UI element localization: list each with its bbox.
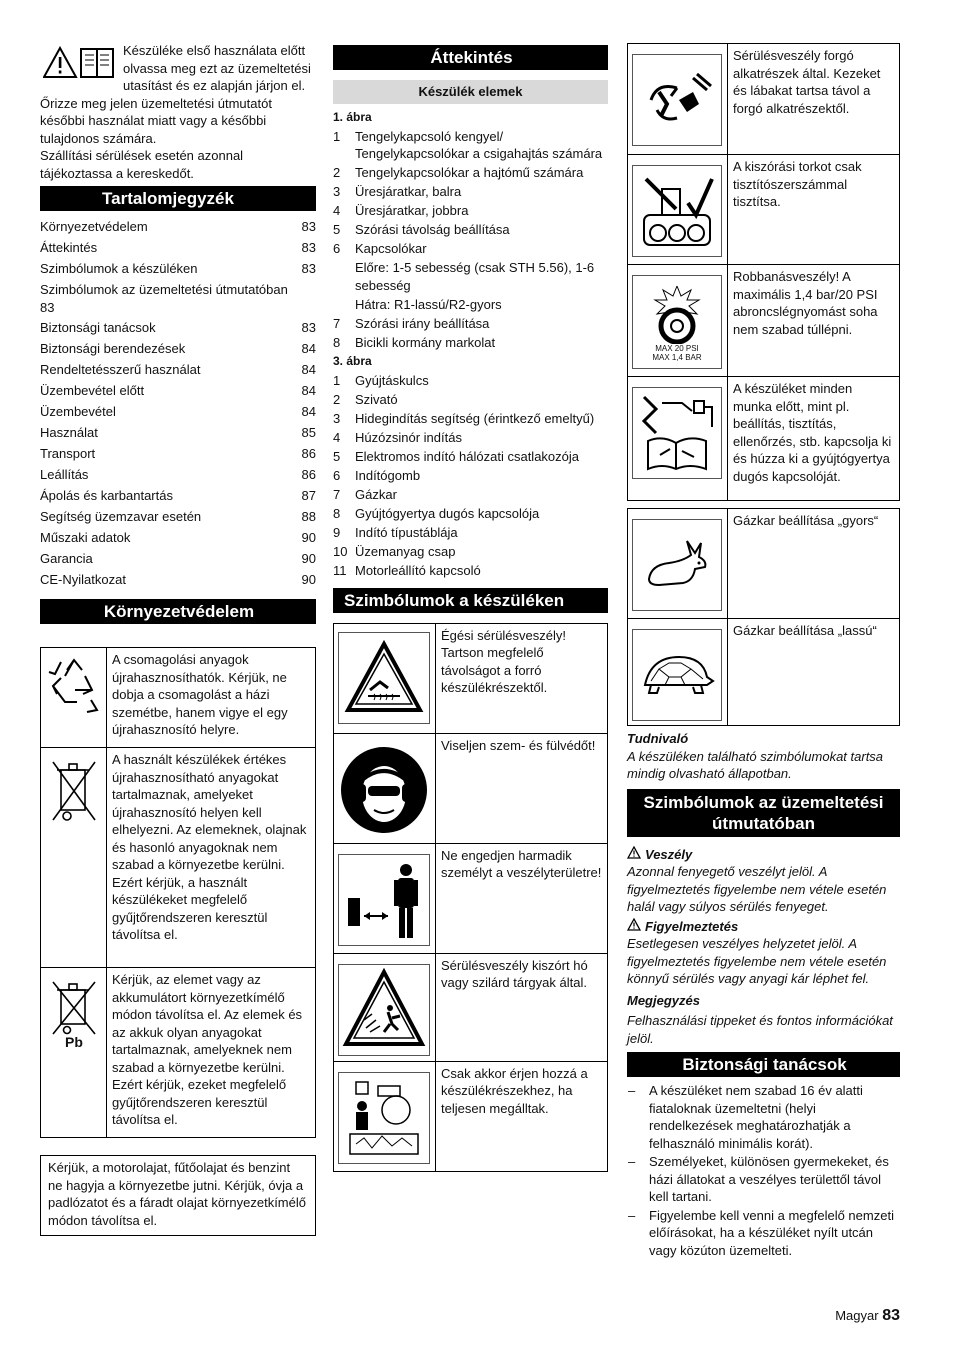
column-right (627, 43, 900, 1260)
list-item-text: Gyújtógyertya dugós kapcsolója (355, 506, 540, 521)
warning-book-icon (43, 46, 117, 80)
list-item-text: Tengelykapcsolókar a hajtómű számára (355, 165, 584, 180)
symbol-row (628, 44, 900, 155)
toc-item-label: Szimbólumok a készüléken (40, 261, 198, 276)
list-item-number: 6 (333, 468, 341, 483)
oil-note-text: Kérjük, a motorolajat, fűtőolajat és benzint ne hagyja a környezetbe jutni. Kérjük, óvja a padlózatot és a fáradt olajat környezetkímélő módon távolítsa el. (48, 1160, 306, 1228)
list-item (333, 202, 608, 220)
toc-item (40, 526, 316, 547)
env-row (41, 648, 316, 748)
list-item (333, 315, 608, 333)
env-table (40, 647, 316, 1138)
list-item-text: Szórási távolság beállítása (355, 222, 510, 237)
list-item-number: 7 (333, 487, 341, 502)
symbol-text: Csak akkor érjen hozzá a készülékrészekhez, ha teljesen megálltak. (436, 1061, 608, 1171)
toc-item (40, 547, 316, 568)
fig1-list (333, 128, 608, 352)
list-item-number: 4 (333, 203, 341, 218)
list-item (333, 334, 608, 352)
hot-surface-warning-icon (338, 632, 430, 724)
tire-pressure-psi-label: MAX 20 PSI (655, 344, 699, 353)
flying-objects-warning-icon (338, 964, 430, 1056)
note-title: Tudnivaló (627, 731, 689, 746)
list-item-number: 2 (333, 165, 341, 180)
toc-item-label: Garancia (40, 551, 93, 566)
list-item-number: 9 (333, 525, 341, 540)
toc-item-label: Üzembevétel (40, 404, 116, 419)
toc-item-label: Üzembevétel előtt (40, 383, 145, 398)
list-item-number: 6 (333, 241, 341, 256)
oil-note-box (40, 1155, 316, 1236)
column-left (40, 42, 316, 1236)
fig1-label: 1. ábra (333, 109, 372, 124)
list-item-text: Üzemanyag csap (355, 544, 456, 559)
list-item-text: Gyújtáskulcs (355, 373, 429, 388)
symbol-text: Sérülésveszély kiszórt hó vagy szilárd tárgyak által. (436, 953, 608, 1061)
list-item-text: Motorleállító kapcsoló (355, 563, 481, 578)
keep-distance-person-icon (338, 854, 430, 946)
list-item-number: 7 (333, 315, 341, 331)
remark-text: Felhasználási tippeket és fontos információkat jelöl. (627, 1013, 893, 1046)
note-text: A készüléken található szimbólumokat tartsa mindig olvasható állapotban. (627, 748, 884, 781)
device-symbols-table (333, 623, 608, 1172)
tire-pressure-icon (632, 275, 722, 369)
throttle-symbols-table (627, 508, 900, 726)
list-item-text: Elektromos indító hálózati csatlakozója (355, 449, 580, 464)
symbol-text: Ne engedjen harmadik személyt a veszélyterületre! (436, 843, 608, 953)
list-item-text: Indító típustáblája (355, 525, 458, 540)
list-item-text: Üresjáratkar, jobbra (355, 203, 469, 218)
toc-item-label: Transport (40, 446, 96, 461)
page-footer (835, 1307, 900, 1325)
list-item (333, 429, 608, 447)
toc-item-page: 84 (301, 404, 316, 419)
symbol-row (334, 843, 608, 953)
list-item-text: Húzózsinór indítás (355, 430, 462, 445)
toc-item-page: 84 (301, 362, 316, 377)
symbol-row (334, 623, 608, 733)
manual-symbols-heading: Szimbólumok az üzemeltetési útmutatóban (627, 789, 900, 837)
list-item-number: 3 (333, 184, 341, 199)
list-item (333, 467, 608, 485)
list-item (333, 221, 608, 239)
list-item-text: Szivató (355, 392, 398, 407)
device-symbols-heading: Szimbólumok a készüléken (333, 588, 608, 613)
safety-item (627, 1082, 900, 1152)
toc-item-label: Szimbólumok az üzemeltetési útmutatóban 83 (40, 282, 288, 315)
list-item-number: 5 (333, 222, 341, 237)
safety-item (627, 1153, 900, 1206)
symbol-text: Gázkar beállítása „gyors“ (728, 509, 900, 619)
footer-page-number: 83 (882, 1307, 900, 1324)
toc-item-page: 86 (301, 467, 316, 482)
list-item-number: 5 (333, 449, 341, 464)
list-item-number (333, 296, 355, 314)
toc-item-label: Ápolás és karbantartás (40, 488, 173, 503)
list-item-number: 11 (333, 563, 347, 578)
rotating-parts-hazard-icon (632, 54, 722, 146)
remark-title: Megjegyzés (627, 992, 700, 1008)
toc-item-label: Biztonsági tanácsok (40, 320, 156, 335)
symbol-row (628, 509, 900, 619)
turtle-slow-icon (632, 629, 722, 721)
list-item-text: Hidegindítás segítség (érintkező emeltyű) (355, 411, 595, 426)
toc-item-page: 83 (301, 261, 316, 276)
toc-item-label: CE-Nyilatkozat (40, 572, 126, 587)
symbol-text: Gázkar beállítása „lassú“ (728, 619, 900, 726)
warning-text: Esetlegesen veszélyes helyzetet jelöl. A figyelmeztetés figyelembe nem vétele esetén könnyű sérülés vagy anyagi kár léphet fel. (627, 936, 887, 986)
toc-item-label: Környezetvédelem (40, 219, 148, 234)
list-item-number (333, 259, 355, 294)
toc-list (40, 215, 316, 589)
toc-item-label: Biztonsági berendezések (40, 341, 186, 356)
toc-item-page: 86 (301, 446, 316, 461)
safety-item-text: Személyeket, különösen gyermekeket, és házi állatokat a veszélyes területtől távol kell tartani. (649, 1154, 889, 1204)
toc-item-label: Leállítás (40, 467, 89, 482)
toc-item-label: Áttekintés (40, 240, 98, 255)
right-symbols-table (627, 43, 900, 501)
toc-item-page: 90 (301, 551, 316, 566)
symbol-text: Égési sérülésveszély! Tartson megfelelő távolságot a forró készülékrészektől. (436, 623, 608, 733)
list-item-text: Hátra: R1-lassú/R2-gyors (355, 296, 502, 312)
toc-item (40, 463, 316, 484)
list-item (333, 164, 608, 182)
toc-item (40, 215, 316, 236)
bullet-dash: – (628, 1207, 636, 1223)
toc-item-page: 83 (301, 240, 316, 255)
overview-heading: Áttekintés (333, 45, 608, 70)
wait-standstill-icon (338, 1072, 430, 1164)
list-item-number: 1 (333, 128, 341, 144)
list-item (333, 562, 608, 580)
toc-item (40, 379, 316, 400)
toc-item (40, 257, 316, 278)
toc-item-page: 85 (301, 425, 316, 440)
list-item (333, 128, 608, 163)
danger-text: Azonnal fenyegető veszélyt jelöl. A figyelmeztetés figyelembe nem vétele esetén halál vagy súlyos sérülés fenyeget. (627, 864, 887, 914)
list-item (333, 486, 608, 504)
fig3-label: 3. ábra (333, 354, 372, 368)
recycle-icon (47, 656, 102, 716)
env-row (41, 968, 316, 1138)
list-item-text: Kapcsolókar (355, 241, 427, 256)
danger-title: Veszély (645, 846, 693, 862)
symbol-row (334, 1061, 608, 1171)
symbol-row (628, 619, 900, 726)
list-item (333, 296, 608, 314)
list-item-text: Üresjáratkar, balra (355, 184, 462, 199)
battery-bin-icon (49, 980, 99, 1036)
list-item-number: 1 (333, 373, 341, 388)
symbol-row (628, 155, 900, 265)
toc-item-label: Segítség üzemzavar esetén (40, 509, 202, 524)
list-item (333, 372, 608, 390)
list-item-number: 10 (333, 544, 348, 559)
toc-item (40, 442, 316, 463)
toc-item (40, 505, 316, 526)
toc-item-label: Műszaki adatok (40, 530, 131, 545)
intro-text: Készüléke első használata előtt olvassa meg ezt az üzemeltetési utasítást és ez alapján járjon el. Őrizze meg jelen üzemeltetési útmutatót későbbi használat miatt vagy a későbbi tulajdonos számára. (40, 43, 311, 146)
warning-title-row (627, 918, 900, 936)
symbol-text: Sérülésveszély forgó alkatrészek által. Kezeket és lábakat tartsa távol a forgó alkatrészektől. (728, 44, 900, 155)
list-item (333, 391, 608, 409)
rabbit-fast-icon (632, 519, 722, 611)
toc-item (40, 484, 316, 505)
list-item-text: Bicikli kormány markolat (355, 334, 496, 350)
symbol-text: A készüléket minden munka előtt, mint pl. beállítás, tisztítás, ellenőrzés, stb. kapcsolja ki és húzza ki a gyújtógyertya dugós kapcsolóját. (728, 377, 900, 501)
list-item-number: 4 (333, 430, 341, 445)
intro-block (40, 42, 316, 182)
fig3-list (333, 372, 608, 580)
toc-item-page: 84 (301, 383, 316, 398)
toc-item (40, 316, 316, 337)
toc-item (40, 358, 316, 379)
list-item-text: Tengelykapcsoló kengyel/ Tengelykapcsolókar a csigahajtás számára (355, 128, 603, 161)
symbol-text: Robbanásveszély! A maximális 1,4 bar/20 PSI abroncslégnyomást soha nem szabad túllépni. (728, 265, 900, 377)
eye-ear-protection-icon (338, 744, 430, 836)
toc-item (40, 278, 316, 316)
list-item (333, 410, 608, 428)
toc-item-page: 90 (301, 530, 316, 545)
list-item (333, 183, 608, 201)
symbol-text: A kiszórási torkot csak tisztítószerszámmal tisztítsa. (728, 155, 900, 265)
safety-item (627, 1207, 900, 1260)
toc-item (40, 337, 316, 358)
toc-item (40, 236, 316, 257)
list-item (333, 524, 608, 542)
toc-item-page: 84 (301, 341, 316, 356)
toc-item (40, 400, 316, 421)
symbol-row (628, 265, 900, 377)
env-heading: Környezetvédelem (40, 599, 316, 624)
symbol-row (334, 953, 608, 1061)
list-item-number: 2 (333, 392, 341, 407)
bullet-dash: – (628, 1154, 636, 1169)
safety-list (627, 1082, 900, 1259)
toc-heading: Tartalomjegyzék (40, 186, 316, 211)
list-item-number: 3 (333, 411, 341, 426)
list-item-text: Szórási irány beállítása (355, 315, 490, 331)
toc-item-page: 88 (301, 509, 316, 524)
safety-heading: Biztonsági tanácsok (627, 1052, 900, 1077)
safety-item-text: A készüléket nem szabad 16 év alatti fiataloknak üzemeltetni (helyi rendelkezések meghatározhatják a felhasználó minimális korát). (649, 1083, 863, 1151)
list-item (333, 259, 608, 294)
list-item-text: Előre: 1-5 sebesség (csak STH 5.56), 1-6 sebesség (355, 260, 595, 293)
list-item (333, 505, 608, 523)
list-item (333, 448, 608, 466)
toc-item-page: 87 (301, 488, 316, 503)
crossed-bin-icon (49, 758, 99, 824)
toc-item-page: 90 (301, 572, 316, 587)
safety-item-text: Figyelembe kell venni a megfelelő nemzeti előírásokat, ha a készüléket nyílt utcán vagy közúton üzemelteti. (649, 1207, 894, 1258)
tire-pressure-bar-label: MAX 1,4 BAR (652, 353, 702, 362)
list-item-text: Gázkar (355, 487, 397, 502)
symbol-row (628, 377, 900, 501)
column-middle (333, 45, 608, 1172)
bullet-dash: – (628, 1083, 636, 1098)
list-item (333, 240, 608, 258)
list-item (333, 543, 608, 561)
list-item-number: 8 (333, 334, 341, 350)
symbol-text: Viseljen szem- és fülvédőt! (436, 733, 608, 843)
footer-language: Magyar (835, 1308, 879, 1323)
list-item-text: Indítógomb (355, 468, 421, 483)
toc-item-label: Rendeltetésszerű használat (40, 362, 201, 377)
toc-item-page: 83 (301, 219, 316, 234)
env-row-text: A csomagolási anyagok újrahasznosíthatók. Kérjük, ne dobja a csomagolást a házi szemétbe, hanem vigye el egy újrahasznosító helyre. (107, 648, 316, 748)
env-row (41, 748, 316, 968)
warning-title: Figyelmeztetés (645, 918, 739, 934)
warning-triangle-icon (627, 918, 645, 936)
intro-text-shipping: Szállítási sérülések esetén azonnal tájékoztassa a kereskedőt. (40, 148, 244, 181)
overview-subheading: Készülék elemek (333, 80, 608, 104)
env-row-text: A használt készülékek értékes újrahasznosítható anyagokat tartalmaznak, amelyeket újrahasznosító helyen kell elhelyezni. Az elemeknek, olajnak és hasonló anyagoknak nem szabad a környezetbe kerülni. Ezért kérjük, a használt készülékeket megfelelő gyűjtőrendszeren keresztül távolítsa el. (107, 748, 316, 968)
toc-item (40, 568, 316, 589)
toc-item (40, 421, 316, 442)
env-row-text: Kérjük, az elemet vagy az akkumulátort környezetkímélő módon távolítsa el. Az elemek és az akkuk olyan anyagokat tartalmaznak, amelyeknek nem szabad a környezetbe kerülni. Ezért kérjük, ezeket megfelelő gyűjtőrendszeren keresztül távolítsa el. (107, 968, 316, 1138)
toc-item-label: Használat (40, 425, 98, 440)
symbol-row (334, 733, 608, 843)
toc-item-page: 83 (301, 320, 316, 335)
pb-label: Pb (65, 1034, 83, 1050)
danger-title-row (627, 846, 900, 864)
disconnect-spark-plug-icon (632, 387, 722, 479)
warning-triangle-icon (627, 846, 645, 864)
clean-chute-tool-icon (632, 165, 722, 257)
list-item-number: 8 (333, 506, 341, 521)
